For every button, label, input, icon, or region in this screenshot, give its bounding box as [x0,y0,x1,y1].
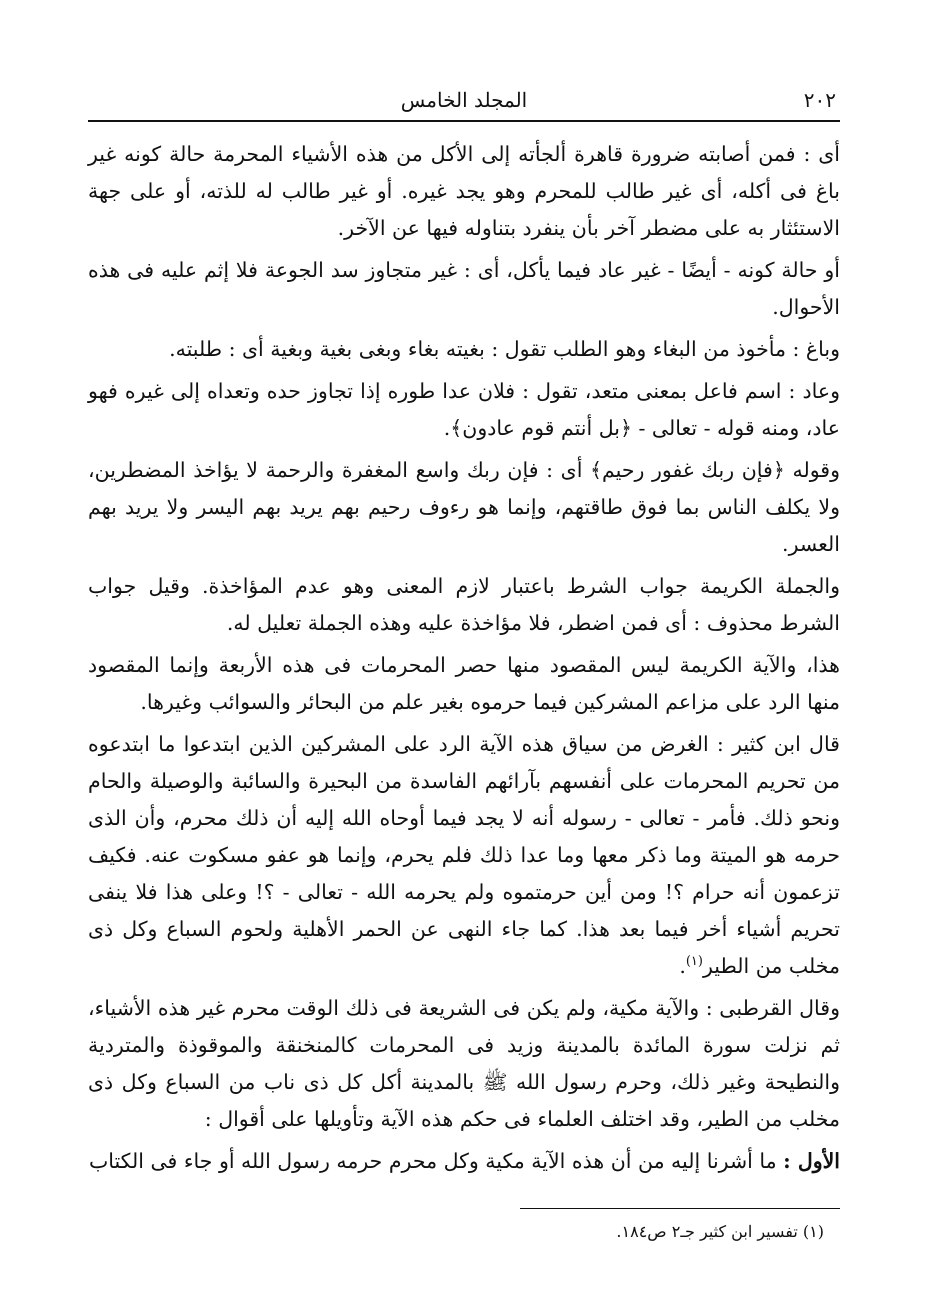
footnote: (١) تفسير ابن كثير جـ٢ ص١٨٤. [616,1222,824,1241]
paragraph-3: وباغ : مأخوذ من البغاء وهو الطلب تقول : بغيته بغاء وبغى بغية وبغية أى : طلبته. [169,337,840,361]
page-header [88,86,840,122]
paragraph-2: أو حالة كونه - أيضًا - غير عاد فيما يأكل، أى : غير متجاوز سد الجوعة فلا إثم عليه فى هذه الأحوال. [88,258,840,319]
paragraph-10-lead: الأول : [783,1149,840,1173]
running-title: المجلد الخامس [400,88,528,112]
paragraph-8-text: قال ابن كثير : الغرض من سياق هذه الآية الرد على المشركين الذين ابتدعوا ما ابتدعوه من تحريم المحرمات على أنفسهم بآرائهم الفاسدة من البحيرة والسائبة والوصيلة والحام ونحو ذلك. فأمر - تعالى - رسوله أنه لا يجد فيما أوحاه الله إليه أن ذلك محرم، وأن الذى حرمه هو الميتة وما ذكر معها وما عدا ذلك فلم يحرم، وإنما هو عفو مسكوت عنه. فكيف تزعمون أنه حرام ؟! ومن أين حرمتموه ولم يحرمه الله - تعالى - ؟! وعلى هذا فلا ينفى تحريم أشياء أخر فيما بعد هذا. كما جاء النهى عن الحمر الأهلية ولحوم السباع وكل ذى مخلب من الطير [88,732,841,978]
paragraph-1: أى : فمن أصابته ضرورة قاهرة ألجأته إلى الأكل من هذه الأشياء المحرمة حالة كونه غير باغ فى أكله، أى غير طالب للمحرم وهو يجد غيره. أو غير طالب له للذته، أو على جهة الاستئثار به على مضطر آخر بأن ينفرد بتناوله فيها عن الآخر. [88,142,840,240]
paragraph-8 [88,726,840,985]
paragraph-10-text: ما أشرنا إليه من أن هذه الآية مكية وكل محرم حرمه رسول الله أو جاء فى الكتاب [88,1149,777,1173]
document-page [88,86,840,1276]
body-text [88,136,840,1180]
paragraph-7: هذا، والآية الكريمة ليس المقصود منها حصر المحرمات فى هذه الأربعة وإنما المقصود منها الرد على مزاعم المشركين فيما حرموه بغير علم من البحائر والسوائب وغيرها. [88,653,840,714]
paragraph-5: وقوله ﴿فإن ربك غفور رحيم﴾ أى : فإن ربك واسع المغفرة والرحمة لا يؤاخذ المضطرين، ولا يكلف الناس بما فوق طاقتهم، وإنما هو رءوف رحيم بهم يريد بهم اليسر ولا يريد بهم العسر. [88,458,840,556]
paragraph-8-end: . [679,954,686,978]
page-number: ٢٠٢ [803,88,836,112]
footnote-divider [520,1208,840,1209]
paragraph-4: وعاد : اسم فاعل بمعنى متعد، تقول : فلان عدا طوره إذا تجاوز حده وتعداه إلى غيره فهو عاد، ومنه قوله - تعالى - ﴿بل أنتم قوم عادون﴾. [88,379,840,440]
paragraph-10 [88,1143,840,1180]
footnote-marker: (١) [685,954,703,970]
paragraph-6: والجملة الكريمة جواب الشرط باعتبار لازم المعنى وهو عدم المؤاخذة. وقيل جواب الشرط محذوف : أى فمن اضطر، فلا مؤاخذة عليه وهذه الجملة تعليل له. [88,574,840,635]
paragraph-9: وقال القرطبى : والآية مكية، ولم يكن فى الشريعة فى ذلك الوقت محرم غير هذه الأشياء، ثم نزلت سورة المائدة بالمدينة وزيد فى المحرمات كالمنخنقة والموقوذة والمتردية والنطيحة وغير ذلك، وحرم رسول الله ﷺ بالمدينة أكل كل ذى ناب من السباع وكل ذى مخلب من الطير، وقد اختلف العلماء فى حكم هذه الآية وتأويلها على أقوال : [88,996,840,1131]
